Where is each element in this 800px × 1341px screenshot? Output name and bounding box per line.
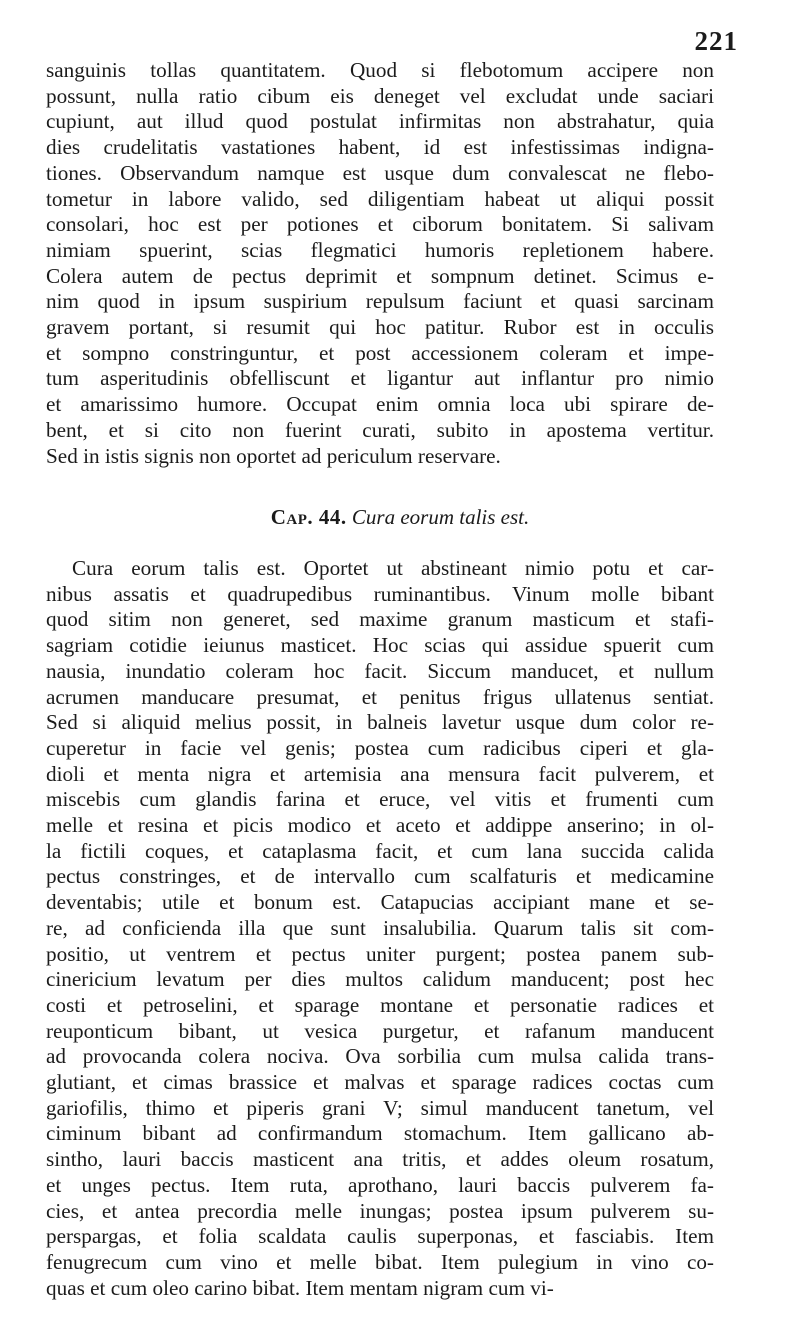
text-line: glutiant, et cimas brassice et malvas et sparage radices coctas cum: [46, 1070, 714, 1095]
text-line: nimiam spuerint, scias flegmatici humoris repletionem habere.: [46, 237, 714, 262]
chapter-heading: [0, 503, 800, 531]
text-line: tiones. Observandum namque est usque dum convalescat ne flebo-: [46, 160, 714, 185]
text-line: melle et resina et picis modico et aceto et addippe anserino; in ol-: [46, 813, 714, 838]
text-line: ciminum bibant ad confirmandum stomachum. Item gallicano ab-: [46, 1121, 714, 1146]
text-line: Cura eorum talis est. Oportet ut abstineant nimio potu et car-: [72, 556, 714, 580]
text-line: tometur in labore valido, sed diligentiam habeat ut aliqui possit: [46, 186, 714, 211]
text-line: bent, et si cito non fuerint curati, subito in apostema vertitur.: [46, 417, 714, 442]
text-line: sintho, lauri baccis masticent ana tritis, et addes oleum rosatum,: [46, 1147, 714, 1172]
text-line: et amarissimo humore. Occupat enim omnia loca ubi spirare de-: [46, 392, 714, 417]
text-line: et sompno constringuntur, et post accessionem coleram et impe-: [46, 340, 714, 365]
text-line: consolari, hoc est per potiones et ciborum bonitatem. Si salivam: [46, 212, 714, 237]
text-line: costi et petroselini, et sparage montane et personatie radices et: [46, 992, 714, 1017]
paragraph-chapter-44: [46, 556, 714, 1301]
chapter-label: Cap. 44.: [270, 505, 347, 529]
text-line: possunt, nulla ratio cibum eis deneget vel excludat unde saciari: [46, 83, 714, 108]
text-line: miscebis cum glandis farina et eruce, vel vitis et frumenti cum: [46, 787, 714, 812]
text-line: quas et cum oleo carino bibat. Item mentam nigram cum vi-: [46, 1275, 554, 1300]
paragraph-continued: [46, 58, 714, 469]
page-number: 221: [694, 26, 738, 56]
text-line: cuperetur in facie vel genis; postea cum radicibus ciperi et gla-: [46, 735, 714, 760]
chapter-title: Cura eorum talis est.: [351, 505, 530, 529]
text-line: re, ad conficienda illa que sunt insalubilia. Quarum talis sit com-: [46, 915, 714, 940]
text-line: quod sitim non generet, sed maxime granum masticum et stafi-: [46, 607, 714, 632]
text-line: sagriam cotidie ieiunus masticet. Hoc scias qui assidue spuerit cum: [46, 633, 714, 658]
text-line: gravem portant, si resumit qui hoc patitur. Rubor est in occulis: [46, 315, 714, 340]
text-line: deventabis; utile et bonum est. Catapucias accipiant mane et se-: [46, 890, 714, 915]
text-line: Sed in istis signis non oportet ad periculum reservare.: [46, 443, 501, 468]
text-line: cinericium levatum per dies multos calidum manducent; post hec: [46, 967, 714, 992]
text-line: dies crudelitatis vastationes habent, id est infestissimas indigna-: [46, 135, 714, 160]
text-line: Colera autem de pectus deprimit et sompnum detinet. Scimus e-: [46, 263, 714, 288]
text-line: ad provocanda colera nociva. Ova sorbilia cum mulsa calida trans-: [46, 1044, 714, 1069]
text-line: nausia, inundatio coleram hoc facit. Siccum manducet, et nullum: [46, 658, 714, 683]
text-line: reuponticum bibant, ut vesica purgetur, et rafanum manducent: [46, 1018, 714, 1043]
text-line: tum asperitudinis obfelliscunt et ligantur aut inflantur pro nimio: [46, 366, 714, 391]
text-line: pectus constringes, et de intervallo cum scalfaturis et medicamine: [46, 864, 714, 889]
text-line: perspargas, et folia scaldata caulis superponas, et fasciabis. Item: [46, 1224, 714, 1249]
text-line: cies, et antea precordia melle inungas; postea ipsum pulverem su-: [46, 1198, 714, 1223]
text-line: sanguinis tollas quantitatem. Quod si flebotomum accipere non: [46, 58, 714, 82]
text-line: dioli et menta nigra et artemisia ana mensura facit pulverem, et: [46, 761, 714, 786]
text-line: acrumen manducare presumat, et penitus frigus ullatenus sentiat.: [46, 684, 714, 709]
text-line: fenugrecum cum vino et melle bibat. Item pulegium in vino co-: [46, 1249, 714, 1274]
text-line: et unges pectus. Item ruta, aprothano, lauri baccis pulverem fa-: [46, 1172, 714, 1197]
text-line: Sed si aliquid melius possit, in balneis lavetur usque dum color re-: [46, 710, 714, 735]
text-line: positio, ut ventrem et pectus uniter purgent; postea panem sub-: [46, 941, 714, 966]
text-line: nim quod in ipsum suspirium repulsum faciunt et quasi sarcinam: [46, 289, 714, 314]
text-line: la fictili coques, et cataplasma facit, et cum lana succida calida: [46, 838, 714, 863]
text-line: gariofilis, thimo et piperis grani V; simul manducent tanetum, vel: [46, 1095, 714, 1120]
text-line: cupiunt, aut illud quod postulat infirmitas non abstrahatur, quia: [46, 109, 714, 134]
text-line: nibus assatis et quadrupedibus ruminantibus. Vinum molle bibant: [46, 581, 714, 606]
